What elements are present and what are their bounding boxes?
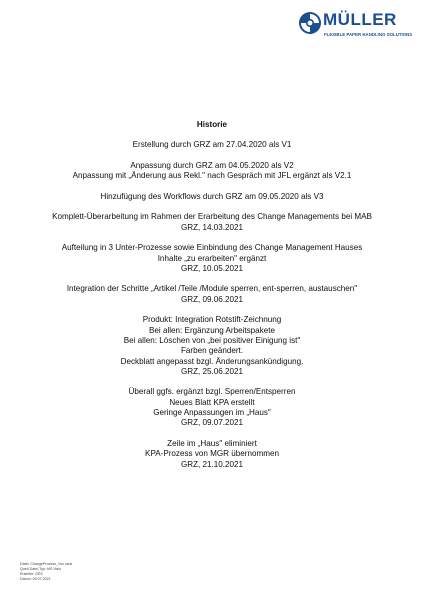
history-entries (20, 140, 404, 470)
history-entry-line: KPA-Prozess von MGR übernommen (145, 449, 279, 459)
history-entry-line: Bei allen: Löschen von „bei positiver Einigung ist" (123, 335, 301, 345)
footer-line: Ersteller: GRZ (20, 572, 43, 576)
footer-line: Datum: 09.07.2021 (20, 577, 51, 581)
history-entry-line: Integration der Schritte „Artikel /Teile /Module sperren, ent-sperren, austauschen" (66, 284, 358, 294)
footer-line: Quell-Datei-Typ: MS Visio (20, 567, 62, 571)
history-entry-line: Anpassung durch GRZ am 04.05.2020 als V2 (130, 160, 294, 170)
history-entry-line: GRZ, 09.06.2021 (180, 294, 244, 304)
footer-line: Datei: ChangeProzess_Vxx.vsdx (20, 562, 73, 566)
history-entry-line: Produkt: Integration Rotstift-Zeichnung (142, 315, 282, 325)
company-logo (298, 8, 413, 42)
history-entry-line: Komplett-Überarbeitung im Rahmen der Erarbeitung des Change Managements bei MAB (52, 212, 372, 222)
history-entry-line: Erstellung durch GRZ am 27.04.2020 als V1 (132, 140, 292, 150)
history-entry-line: GRZ, 10.05.2021 (180, 263, 244, 273)
history-entry-line: Geringe Anpassungen im „Haus" (153, 408, 271, 418)
history-entry (20, 192, 404, 202)
history-entry-line: Deckblatt angepasst bzgl. Änderungsankündigung. (120, 356, 304, 366)
history-entry (20, 140, 404, 150)
history-entry-line: Bei allen: Ergänzung Arbeitspakete (149, 325, 275, 335)
history-entry-line: Hinzufügung des Workflows durch GRZ am 09.05.2020 als V3 (100, 191, 324, 201)
history-entry-line: GRZ, 21.10.2021 (180, 459, 244, 469)
history-entry (20, 243, 404, 274)
history-entry-line: GRZ, 09.07.2021 (180, 418, 244, 428)
history-entry (20, 439, 404, 470)
history-entry-line: Aufteilung in 3 Unter-Prozesse sowie Einbindung des Change Management Hauses (61, 243, 363, 253)
history-entry-line: Inhalte „zu erarbeiten" ergänzt (157, 253, 267, 263)
history-section (20, 120, 404, 480)
logo-wordmark: MÜLLER (323, 10, 397, 29)
logo-tagline: FLEXIBLE PAPER HANDLING SOLUTIONS (324, 32, 413, 37)
history-entry (20, 284, 404, 305)
history-entry-line: Überall ggfs. ergänzt bzgl. Sperren/Entsperren (128, 387, 296, 397)
history-entry-line: Farben geändert. (180, 346, 244, 356)
history-entry (20, 212, 404, 233)
history-entry (20, 315, 404, 377)
logo-swirl-icon (298, 11, 322, 35)
file-info-footer (20, 562, 72, 582)
history-entry (20, 161, 404, 182)
history-entry (20, 387, 404, 428)
history-entry-line: Zeile im „Haus" eliminiert (167, 438, 257, 448)
history-entry-line: GRZ, 25.06.2021 (180, 366, 244, 376)
history-entry-line: Neues Blatt KPA erstellt (169, 397, 255, 407)
page-title: Historie (196, 120, 228, 129)
history-entry-line: Anpassung mit „Änderung aus Rekl." nach Gespräch mit JFL ergänzt als V2.1 (72, 171, 352, 181)
history-entry-line: GRZ, 14.03.2021 (180, 222, 244, 232)
